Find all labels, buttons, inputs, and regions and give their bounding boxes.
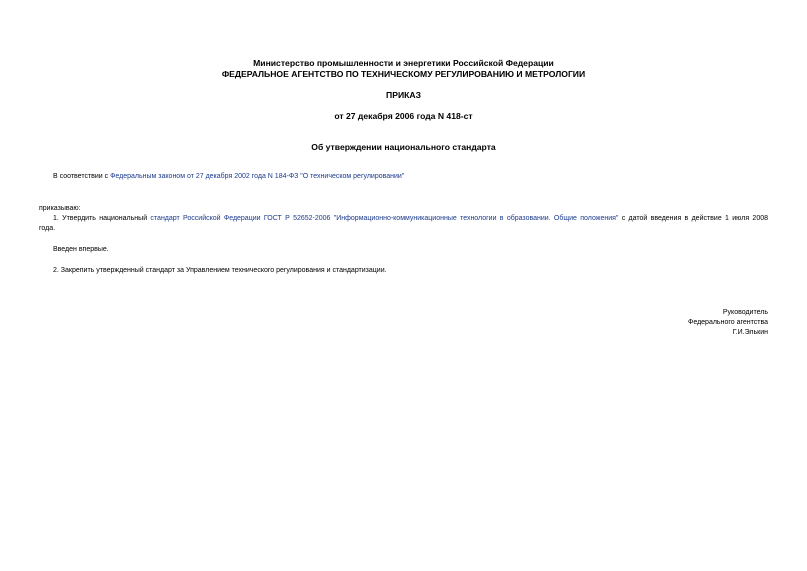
gost-standard-link[interactable]: стандарт Российской Федерации ГОСТ Р 52652-2006 "Информационно-коммуникационные технологии в образовании. Общие положения" xyxy=(150,215,619,222)
subject-heading: Об утверждении национального стандарта xyxy=(311,142,496,152)
intro-prefix: В соответствии с xyxy=(53,173,111,180)
signature-name: Г.И.Элькин xyxy=(732,329,768,336)
item2-paragraph: 2. Закрепить утвержденный стандарт за Управлением технического регулирования и стандартизации. xyxy=(53,267,387,274)
item1-tail: года. xyxy=(39,225,56,232)
item1-suffix: с датой введения в действие 1 июля 2008 xyxy=(618,215,768,222)
signature-title: Руководитель xyxy=(722,309,768,316)
order-word: приказываю: xyxy=(39,205,81,212)
item1-prefix: 1. Утвердить национальный xyxy=(53,215,151,222)
first-intro-note: Введен впервые. xyxy=(53,246,109,253)
signature-org: Федерального агентства xyxy=(688,319,768,326)
date-number-heading: от 27 декабря 2006 года N 418-ст xyxy=(334,111,473,121)
federal-law-link[interactable]: Федеральным законом от 27 декабря 2002 года N 184-ФЗ "О техническом регулировании" xyxy=(110,173,405,180)
doc-type-heading: ПРИКАЗ xyxy=(386,90,421,100)
item1-line xyxy=(39,214,768,224)
agency-heading: ФЕДЕРАЛЬНОЕ АГЕНТСТВО ПО ТЕХНИЧЕСКОМУ РЕГУЛИРОВАНИЮ И МЕТРОЛОГИИ xyxy=(221,69,586,79)
ministry-heading: Министерство промышленности и энергетики Российской Федерации xyxy=(253,58,554,68)
intro-paragraph xyxy=(53,172,404,182)
